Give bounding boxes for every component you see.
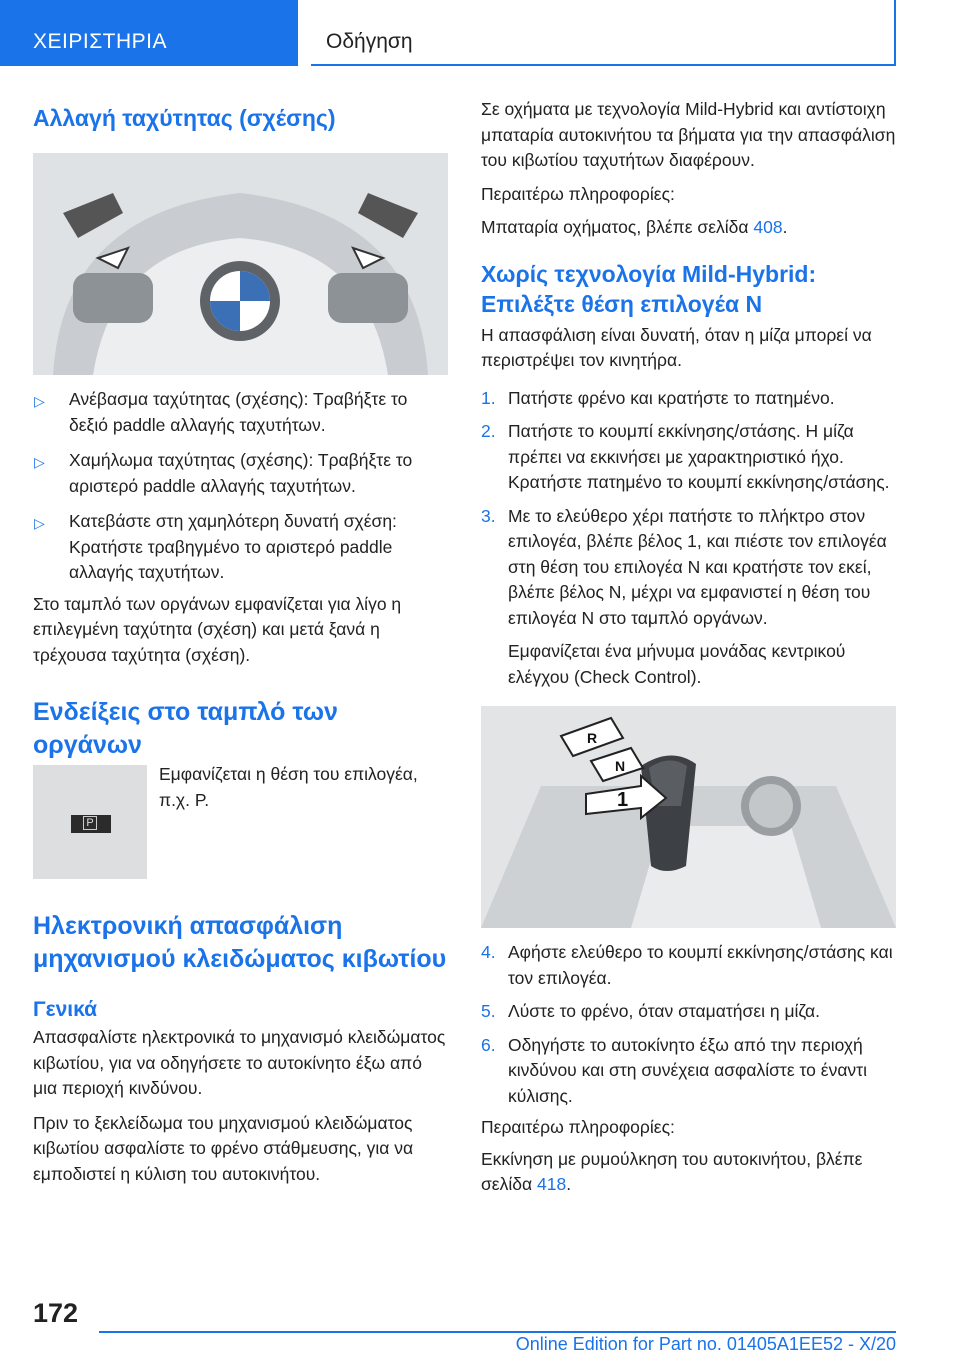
steering-wheel-illustration xyxy=(33,153,448,375)
section-title: ΧΕΙΡΙΣΤΗΡΙΑ xyxy=(33,30,168,53)
right-column xyxy=(481,95,896,1198)
battery-ref-text: Μπαταρία οχήματος, βλέπε σελίδα xyxy=(481,217,749,237)
step-text: Οδηγήστε το αυτοκίνητο έξω από την περιοχή κινδύνου και στη συνέχεια ασφαλίστε το έναντι κύλισης. xyxy=(508,1034,867,1106)
chapter-title: Οδήγηση xyxy=(326,30,413,53)
triangle-bullet-icon: ▷ xyxy=(34,393,45,409)
display-panel xyxy=(71,815,111,833)
heading-indicators: Ενδείξεις στο ταμπλό των οργάνων xyxy=(33,698,338,759)
gear-selector-image xyxy=(481,706,896,928)
indicator-block xyxy=(33,762,448,882)
battery-page-link[interactable]: 408 xyxy=(753,217,783,237)
list-item xyxy=(33,509,448,586)
steps-list-b xyxy=(481,940,896,1109)
step-number: 5. xyxy=(481,1001,496,1021)
heading-gear-shift: Αλλαγή ταχύτητας (σχέσης) xyxy=(33,105,336,131)
bullet-text: Χαμήλωμα ταχύτητας (σχέσης): Τραβήξτε το αριστερό paddle αλλαγής ταχυτήτων. xyxy=(69,450,413,496)
steering-wheel-image xyxy=(33,153,448,375)
list-item xyxy=(481,419,896,496)
page-number: 172 xyxy=(33,1298,79,1328)
footer-divider xyxy=(99,1331,896,1333)
list-item xyxy=(33,387,448,438)
heading-general: Γενικά xyxy=(33,998,98,1021)
indicator-image xyxy=(33,765,147,879)
step-number: 3. xyxy=(481,505,496,526)
gear-p-symbol: P xyxy=(83,816,97,830)
list-item xyxy=(481,999,896,1025)
tow-start-text: Εκκίνηση με ρυμούλκηση του αυτοκινήτου, βλέπε σελίδα xyxy=(481,1148,863,1194)
step-text: Πατήστε το κουμπί εκκίνησης/στάσης. Η μίζα πρέπει να εκκινήσει με χαρακτηριστικό ήχο. Κρατήστε πατημένο το κουμπί εκκίνησης/στάσης. xyxy=(508,421,890,492)
step-number: 1. xyxy=(481,387,496,408)
chapter-tab xyxy=(311,0,896,66)
label-1: 1 xyxy=(617,789,629,811)
step-text: Πατήστε φρένο και κρατήστε το πατημένο. xyxy=(508,387,835,408)
step-text: Αφήστε ελεύθερο το κουμπί εκκίνησης/στάσης και τον επιλογέα. xyxy=(508,942,893,988)
gear-selector-illustration xyxy=(481,706,896,928)
heading-without-mild-hybrid: Χωρίς τεχνολογία Mild-Hybrid: Επιλέξτε θέση επιλογέα N xyxy=(481,260,817,317)
left-column xyxy=(33,95,448,1187)
edition-footer: Online Edition for Part no. 01405A1EE52 - X/20 xyxy=(515,1334,896,1354)
general-paragraph-2: Πριν το ξεκλείδωμα του μηχανισμού κλειδώματος κιβωτίου ασφαλίστε το φρένο στάθμευσης, για να εμποδιστεί η κύλιση του αυτοκινήτου. xyxy=(33,1112,414,1184)
mild-hybrid-note: Σε οχήματα με τεχνολογία Mild-Hybrid και αντίστοιχη μπαταρία αυτοκινήτου τα βήματα για την απασφάλιση του κιβωτίου ταχυτήτων διαφέρουν. xyxy=(481,99,896,170)
triangle-bullet-icon: ▷ xyxy=(34,454,45,470)
label-r: R xyxy=(587,730,598,746)
cluster-note: Στο ταμπλό των οργάνων εμφανίζεται για λίγο η επιλεγμένη ταχύτητα (σχέση) και μετά ξανά η τρέχουσα ταχύτητα (σχέση). xyxy=(33,593,402,665)
list-item xyxy=(33,448,448,499)
section-tab xyxy=(0,0,298,66)
tow-start-reference: Εκκίνηση με ρυμούλκηση του αυτοκινήτου, βλέπε σελίδα 418. xyxy=(481,1148,863,1194)
bullet-text: Κατεβάστε στη χαμηλότερη δυνατή σχέση: Κρατήστε τραβηγμένο το αριστερό paddle αλλαγής ταχυτήτων. xyxy=(69,511,397,582)
more-info-label-2: Περαιτέρω πληροφορίες: xyxy=(481,1117,675,1137)
release-possible-note: Η απασφάλιση είναι δυνατή, όταν η μίζα μπορεί να περιστρέψει τον κινητήρα. xyxy=(481,324,872,370)
step-number: 2. xyxy=(481,421,496,441)
list-item xyxy=(481,386,896,412)
indicator-text: Εμφανίζεται η θέση του επιλογέα, π.χ. P. xyxy=(159,764,418,810)
step-text: Με το ελεύθερο χέρι πατήστε το πλήκτρο στον επιλογέα, βλέπε βέλος 1, και πιέστε τον επιλογέα στη θέση του επιλογέα N και κρατήστε τον εκεί, βλέπε βέλος N, μέχρι να εμφανιστεί η θέση του επιλογέα N στο ταμπλό οργάνων. xyxy=(508,505,887,628)
step-number: 6. xyxy=(481,1034,496,1055)
battery-reference: Μπαταρία οχήματος, βλέπε σελίδα 408. xyxy=(481,217,788,237)
bullet-text: Ανέβασμα ταχύτητας (σχέσης): Τραβήξτε το δεξιό paddle αλλαγής ταχυτήτων. xyxy=(69,389,408,435)
list-item xyxy=(481,504,896,632)
triangle-bullet-icon: ▷ xyxy=(34,515,45,531)
list-item xyxy=(481,940,896,991)
step-number: 4. xyxy=(481,942,496,962)
general-paragraph-1: Απασφαλίστε ηλεκτρονικά το μηχανισμό κλειδώματος κιβωτίου, για να οδηγήσετε το αυτοκίνητο έξω από μια περιοχή κινδύνου. xyxy=(33,1027,446,1098)
tow-start-page-link[interactable]: 418 xyxy=(536,1174,567,1194)
shift-bullet-list xyxy=(33,387,448,586)
more-info-label: Περαιτέρω πληροφορίες: xyxy=(481,183,675,204)
steps-list-a xyxy=(481,386,896,691)
label-n: N xyxy=(615,758,626,774)
step-text: Λύστε το φρένο, όταν σταματήσει η μίζα. xyxy=(508,1001,820,1021)
heading-electronic-release: Ηλεκτρονική απασφάλιση μηχανισμού κλειδώματος κιβωτίου xyxy=(33,912,447,973)
list-item xyxy=(481,1033,896,1110)
check-control-note: Εμφανίζεται ένα μήνυμα μονάδας κεντρικού ελέγχου (Check Control). xyxy=(508,641,846,687)
